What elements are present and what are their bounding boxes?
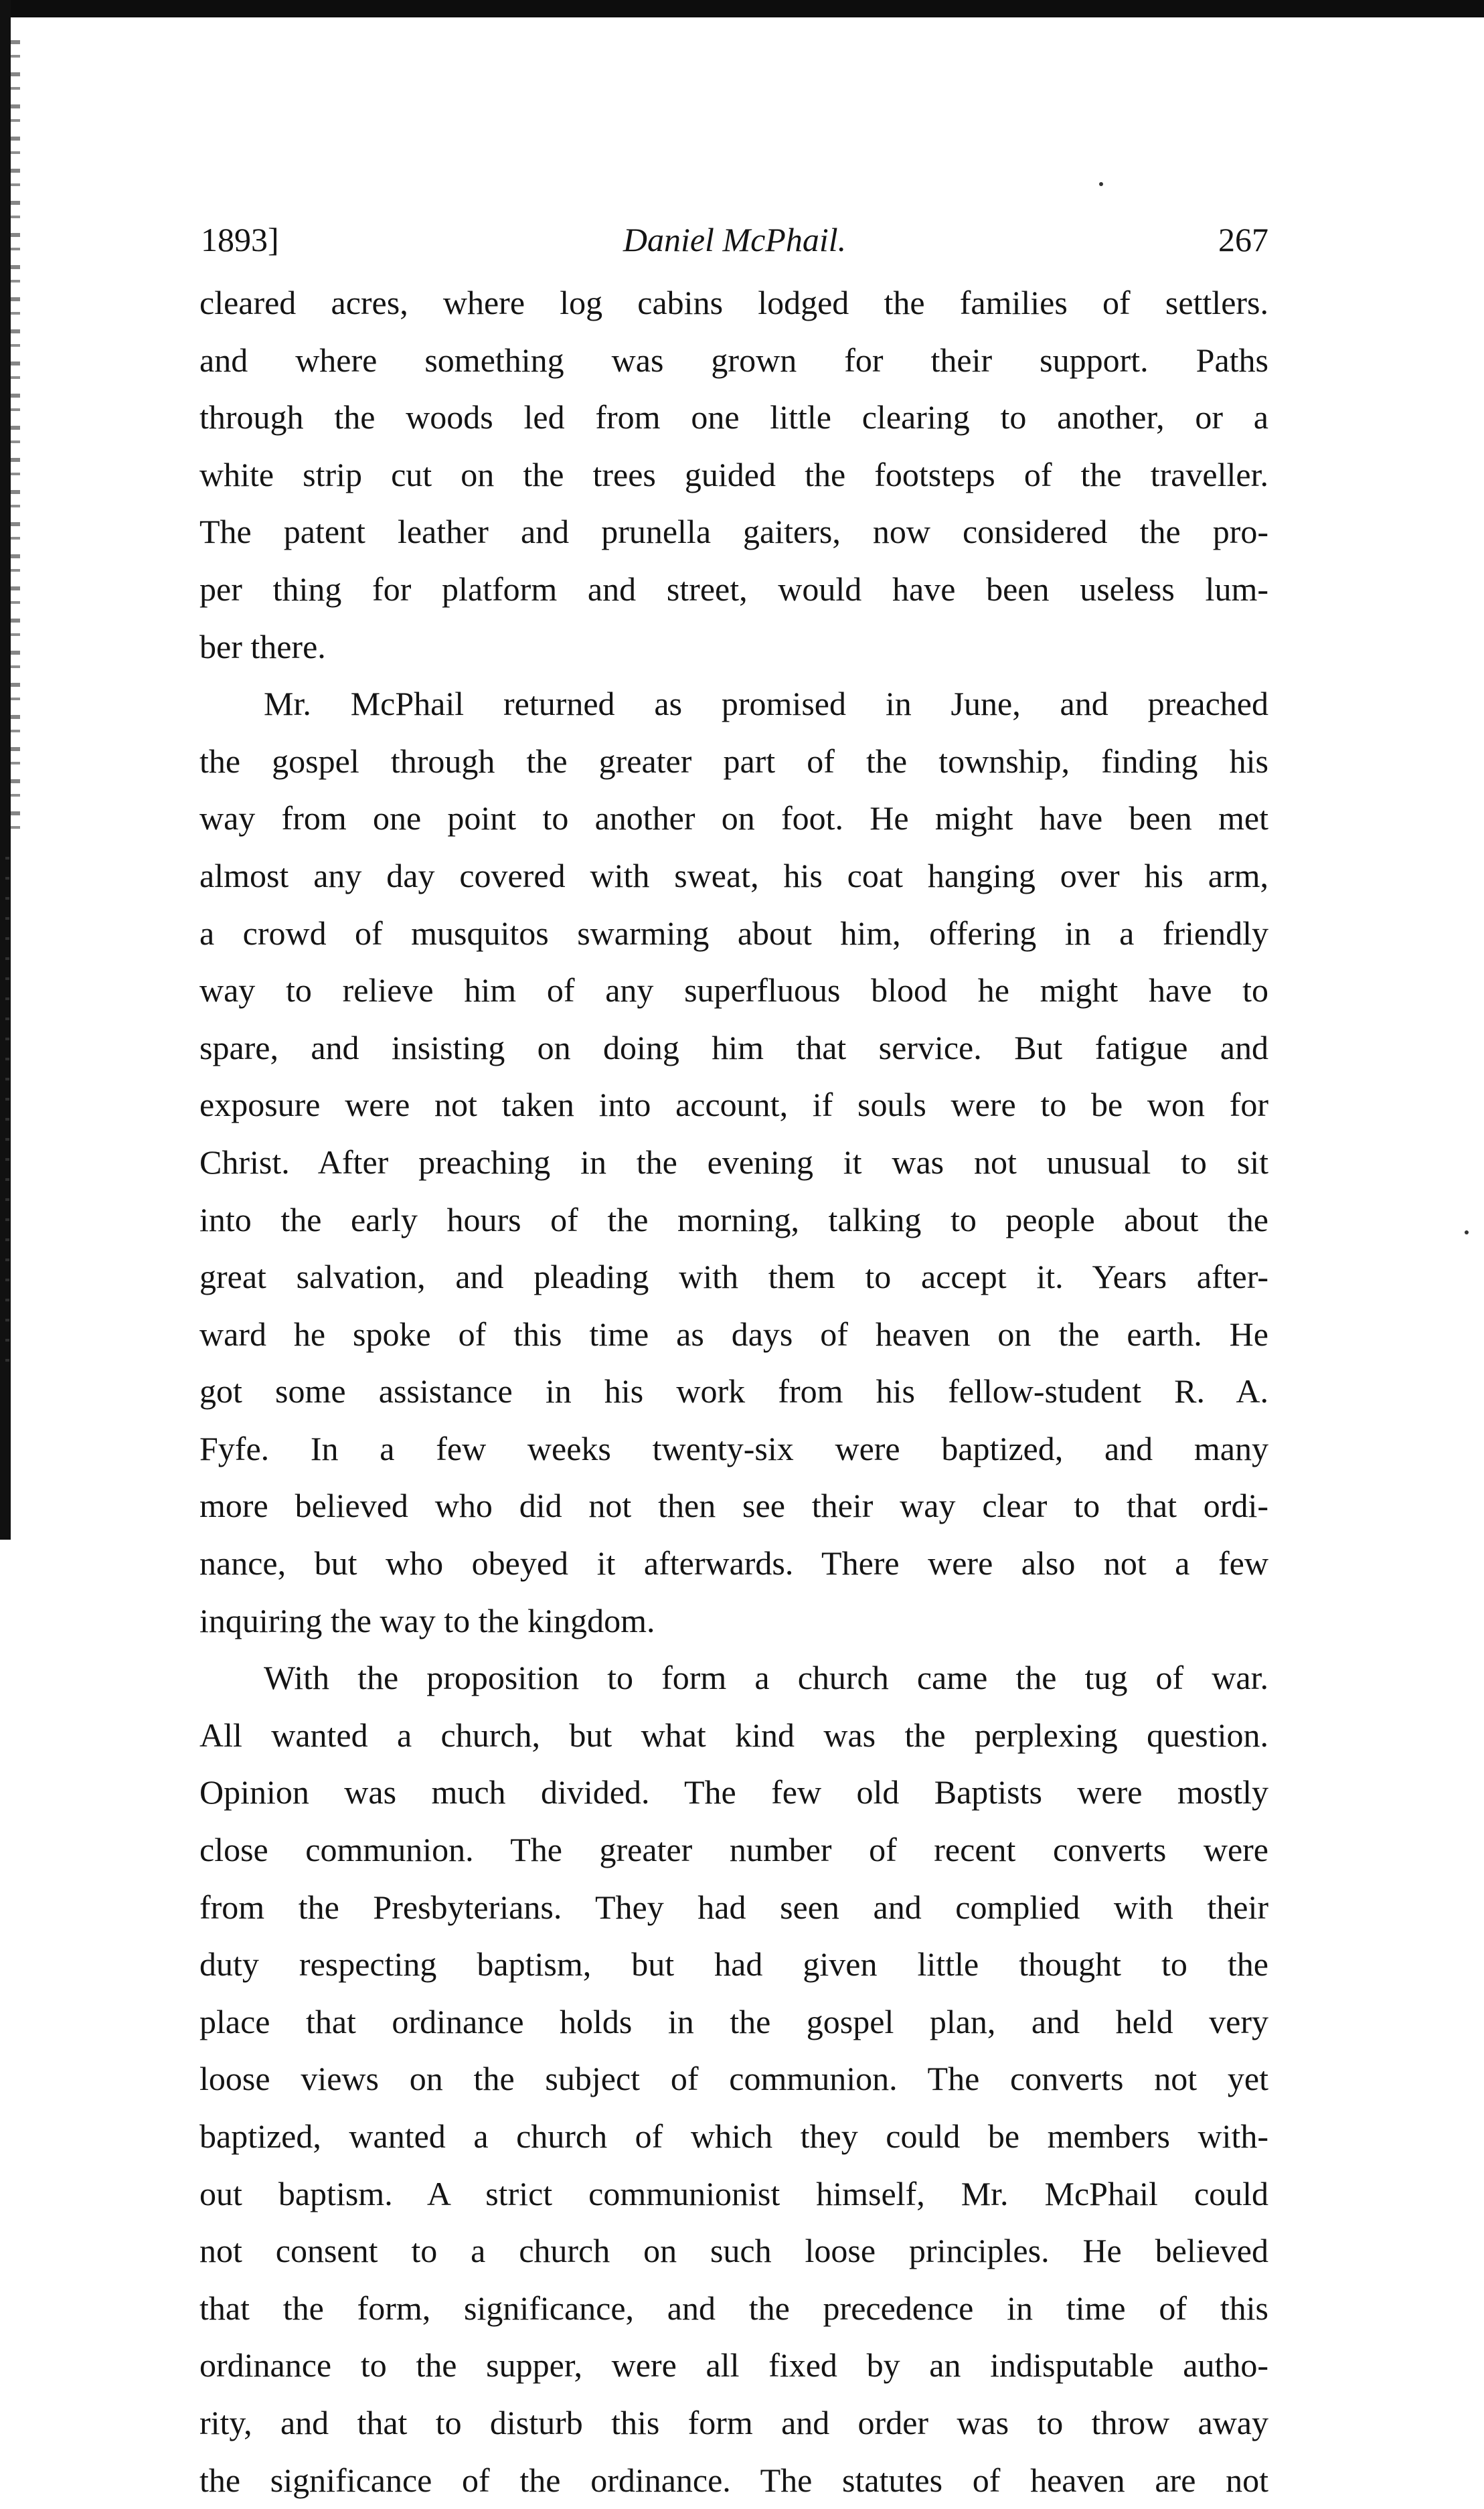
running-head-year: 1893] <box>201 221 279 258</box>
text-line: that the form, significance, and the precedence in time of this <box>199 2289 1268 2327</box>
text-line: Fyfe. In a few weeks twenty-six were baptized, and many <box>199 1429 1268 1467</box>
text-line: into the early hours of the morning, talking to people about the <box>199 1200 1268 1238</box>
text-line: got some assistance in his work from his fellow-student R. A. <box>199 1372 1268 1410</box>
text-line: Mr. McPhail returned as promised in June, and preached <box>264 685 1268 723</box>
text-line: way from one point to another on foot. He might have been met <box>199 799 1268 837</box>
text-line: ordinance to the supper, were all fixed by an indisputable autho- <box>199 2346 1268 2384</box>
running-head-title: Daniel McPhail. <box>623 221 847 258</box>
stray-mark <box>1099 182 1103 186</box>
text-line: ward he spoke of this time as days of heaven on the earth. He <box>199 1315 1268 1353</box>
text-line: loose views on the subject of communion. The converts not yet <box>199 2060 1268 2098</box>
text-line: Christ. After preaching in the evening it was not unusual to sit <box>199 1143 1268 1181</box>
body-text <box>199 274 1268 2509</box>
text-line: Opinion was much divided. The few old Baptists were mostly <box>199 1773 1268 1811</box>
text-line: rity, and that to disturb this form and order was to throw away <box>199 2403 1268 2441</box>
text-line: out baptism. A strict communionist himself, Mr. McPhail could <box>199 2174 1268 2212</box>
text-line: nance, but who obeyed it afterwards. There were also not a few <box>199 1544 1268 1583</box>
text-line: through the woods led from one little clearing to another, or a <box>199 398 1268 436</box>
scan-top-border <box>0 0 1484 17</box>
text-line: With the proposition to form a church came the tug of war. <box>264 1659 1268 1697</box>
text-line: spare, and insisting on doing him that service. But fatigue and <box>199 1028 1268 1066</box>
text-line: and where something was grown for their support. Paths <box>199 341 1268 379</box>
page-number: 267 <box>1218 221 1268 258</box>
text-line: cleared acres, where log cabins lodged the families of settlers. <box>199 284 1268 321</box>
text-line: from the Presbyterians. They had seen and complied with their <box>199 1888 1268 1926</box>
text-line: per thing for platform and street, would have been useless lum- <box>199 570 1268 608</box>
text-line: white strip cut on the trees guided the footsteps of the traveller. <box>199 455 1268 493</box>
text-line: the gospel through the greater part of the township, finding his <box>199 742 1268 780</box>
text-line: exposure were not taken into account, if souls were to be won for <box>199 1086 1268 1124</box>
text-line: a crowd of musquitos swarming about him, offering in a friendly <box>199 914 1268 952</box>
running-head <box>201 213 1268 266</box>
scan-left-dots <box>5 857 9 1379</box>
text-line: almost any day covered with sweat, his coat hanging over his arm, <box>199 856 1268 894</box>
text-line: place that ordinance holds in the gospel plan, and held very <box>199 2002 1268 2040</box>
text-line: duty respecting baptism, but had given little thought to the <box>199 1945 1268 1984</box>
text-line: the significance of the ordinance. The statutes of heaven are not <box>199 2461 1268 2499</box>
text-line: way to relieve him of any superfluous blood he might have to <box>199 971 1268 1009</box>
text-line: great salvation, and pleading with them to accept it. Years after- <box>199 1258 1268 1296</box>
text-line: not consent to a church on such loose principles. He believed <box>199 2232 1268 2270</box>
text-line: All wanted a church, but what kind was the perplexing question. <box>199 1716 1268 1754</box>
stray-mark <box>1465 1230 1469 1234</box>
text-line: more believed who did not then see their way clear to that ordi- <box>199 1487 1268 1525</box>
scan-left-speckle <box>11 40 20 830</box>
text-line: The patent leather and prunella gaiters, now considered the pro- <box>199 513 1268 551</box>
text-line: close communion. The greater number of recent converts were <box>199 1831 1268 1869</box>
text-line: inquiring the way to the kingdom. <box>199 1601 655 1639</box>
text-line: baptized, wanted a church of which they could be members with- <box>199 2117 1268 2155</box>
text-line: ber there. <box>199 627 326 665</box>
